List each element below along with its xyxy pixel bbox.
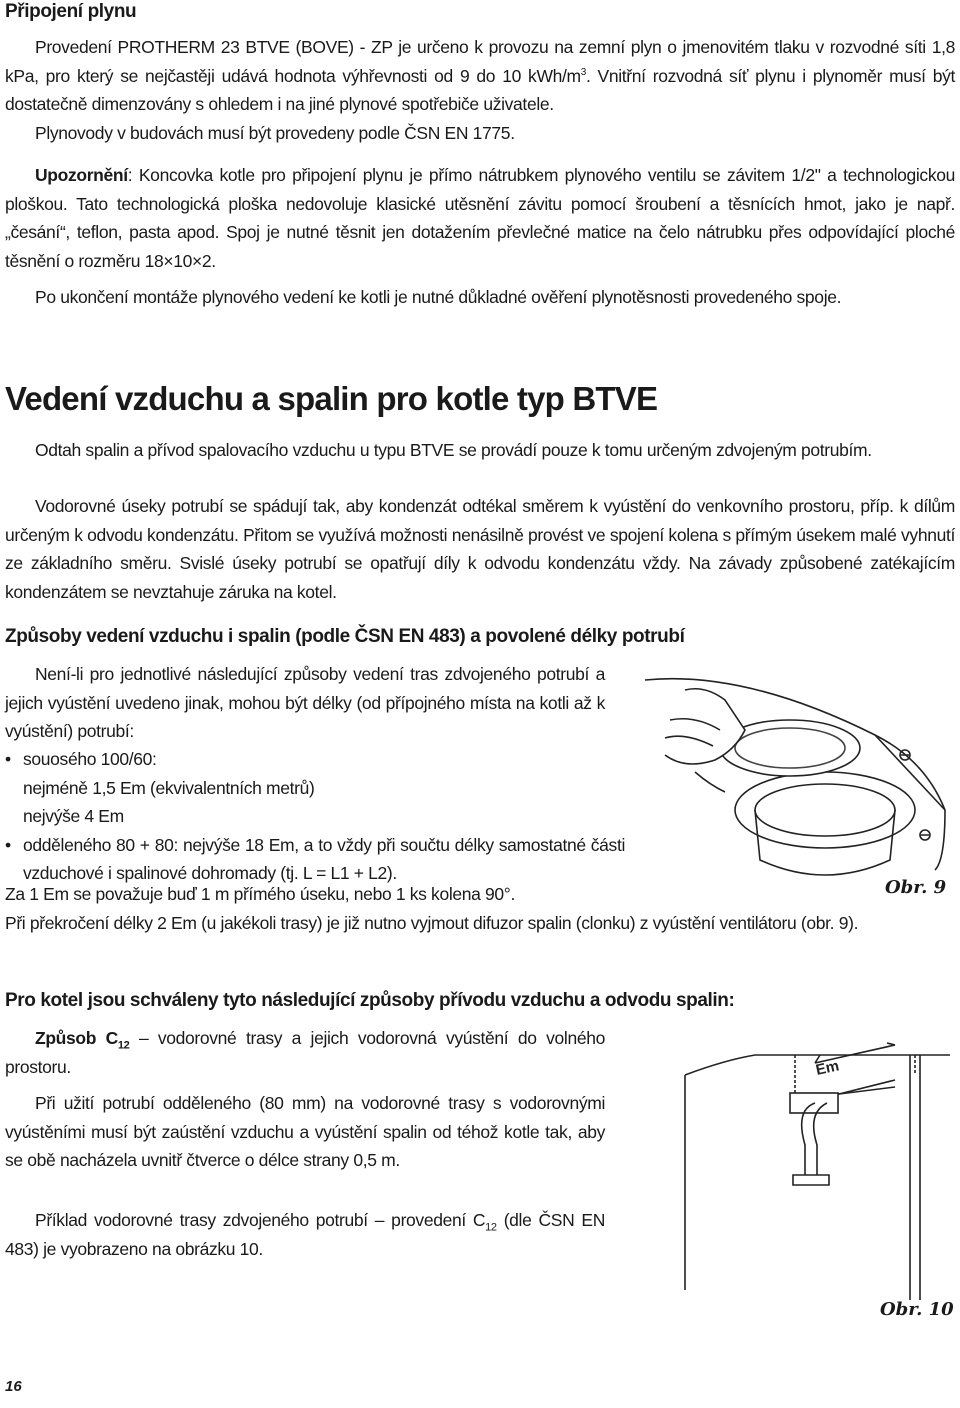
paragraph-warning: Upozornění: Koncovka kotle pro připojení plynu je přímo nátrubkem plynového ventilu se závitem 1/2" a technologickou ploškou. Tato technologická ploška nedovoluje klasické utěsnění závitu pomocí šroubení a těsnících hmot, jako je např. „česání“, teflon, pasta apod. Spoj je nutné těsnit jen dotažením převlečné matice na čelo nátrubku přes odpovídající ploché těsnění o rozměru 18×10×2. (5, 165, 955, 271)
em-dimension-label: Em (814, 1057, 841, 1079)
paragraph-gas-type: Provedení PROTHERM 23 BTVE (BOVE) - ZP je určeno k provozu na zemní plyn o jmenovitém tlaku v rozvodné síti 1,8 kPa, pro který se nejčastěji udává hodnota výhřevnosti od 9 do 10 kWh/$m^3$. Vnitřní rozvodná síť plynu i plynoměr musí být dostatečně dimenzovány s ohledem i na jiné plynové spotřebiče uživatele. (5, 37, 956, 114)
figure-9-caption: Obr. 9 (885, 877, 947, 898)
figure-10-caption: Obr. 10 (880, 1299, 954, 1320)
paragraph-method-c12: Způsob $C_{12}$ – vodorovné trasy a jejich vodorovná vyústění do volného prostoru. (5, 1028, 605, 1077)
paragraph-example-c12: Příklad vodorovné trasy zdvojeného potrubí – provedení $C_{12}$ (dle ČSN EN 483) je vyobrazeno na obrázku 10. (5, 1210, 605, 1259)
figure-9-seal-illustration (625, 660, 955, 885)
paragraph-diffuser: Při překročení délky 2 Em (u jakékoli trasy) je již nutno vyjmout difuzor spalin (clonku) z vyústění ventilátoru (obr. 9). (5, 913, 859, 933)
paragraph-condensate: Vodorovné úseky potrubí se spádují tak, aby kondenzát odtékal směrem k vyústění do venkovního prostoru, příp. k dílům určeným k odvodu kondenzátu. Přitom se využívá možnosti nenásilně provést ve spojení kolena s přímým úsekem malé vyhnutí ze základního směru. Svislé úseky potrubí se opatřují díly k odvodu kondenzátu vždy. Na závady způsobené zatékajícím kondenzátem se nevztahuje záruka na kotel. (5, 496, 955, 602)
paragraph-tightness-check: Po ukončení montáže plynového vedení ke kotli je nutné důkladné ověření plynotěsnosti provedeného spoje. (35, 287, 842, 307)
paragraph-standard: Plynovody v budovách musí být provedeny podle ČSN EN 1775. (35, 123, 515, 143)
heading-routing-methods: Způsoby vedení vzduchu i spalin (podle ČSN EN 483) a povolené délky potrubí (5, 626, 685, 647)
bullet-icon: • (5, 749, 11, 769)
heading-gas-connection: Připojení plynu (5, 1, 137, 22)
heading-approved-methods: Pro kotel jsou schváleny tyto následující způsoby přívodu vzduchu a odvodu spalin: (5, 990, 735, 1011)
pipe-length-list (5, 745, 625, 888)
list-item: • souosého 100/60: nejméně 1,5 Em (ekvivalentních metrů) nejvýše 4 Em (5, 745, 625, 831)
paragraph-em-definition: Za 1 Em se považuje buď 1 m přímého úseku, nebo 1 ks kolena 90°. (5, 884, 515, 904)
figure-10-horizontal-flue (665, 1035, 955, 1300)
page-number: 16 (5, 1378, 22, 1395)
bullet-icon: • (5, 834, 11, 855)
heading-air-flue: Vedení vzduchu a spalin pro kotle typ BTVE (5, 380, 658, 417)
paragraph-separate-pipes: Při užití potrubí odděleného (80 mm) na vodorovné trasy s vodorovnými vyústěními musí být zaústění vzduchu a vyústění spalin od téhož kotle tak, aby se obě nacházela uvnitř čtverce o délce strany 0,5 m. (5, 1093, 605, 1170)
method-c12-label: Způsob $C_{12}$ (35, 1028, 130, 1052)
paragraph-lengths-intro: Není-li pro jednotlivé následující způsoby vedení tras zdvojeného potrubí a jejich vyústění uvedeno jinak, mohou být délky (od přípojného místa na kotli až k vyústění) potrubí: (5, 664, 605, 741)
list-item: • odděleného 80 + 80: nejvýše 18 Em, a to vždy při součtu délky samostatné části vzduchové i spalinové dohromady (tj. L = L1 + L2). (5, 831, 625, 888)
warning-label: Upozornění (35, 165, 128, 185)
paragraph-double-pipe: Odtah spalin a přívod spalovacího vzduchu u typu BTVE se provádí pouze k tomu určeným zdvojeným potrubím. (35, 440, 872, 460)
